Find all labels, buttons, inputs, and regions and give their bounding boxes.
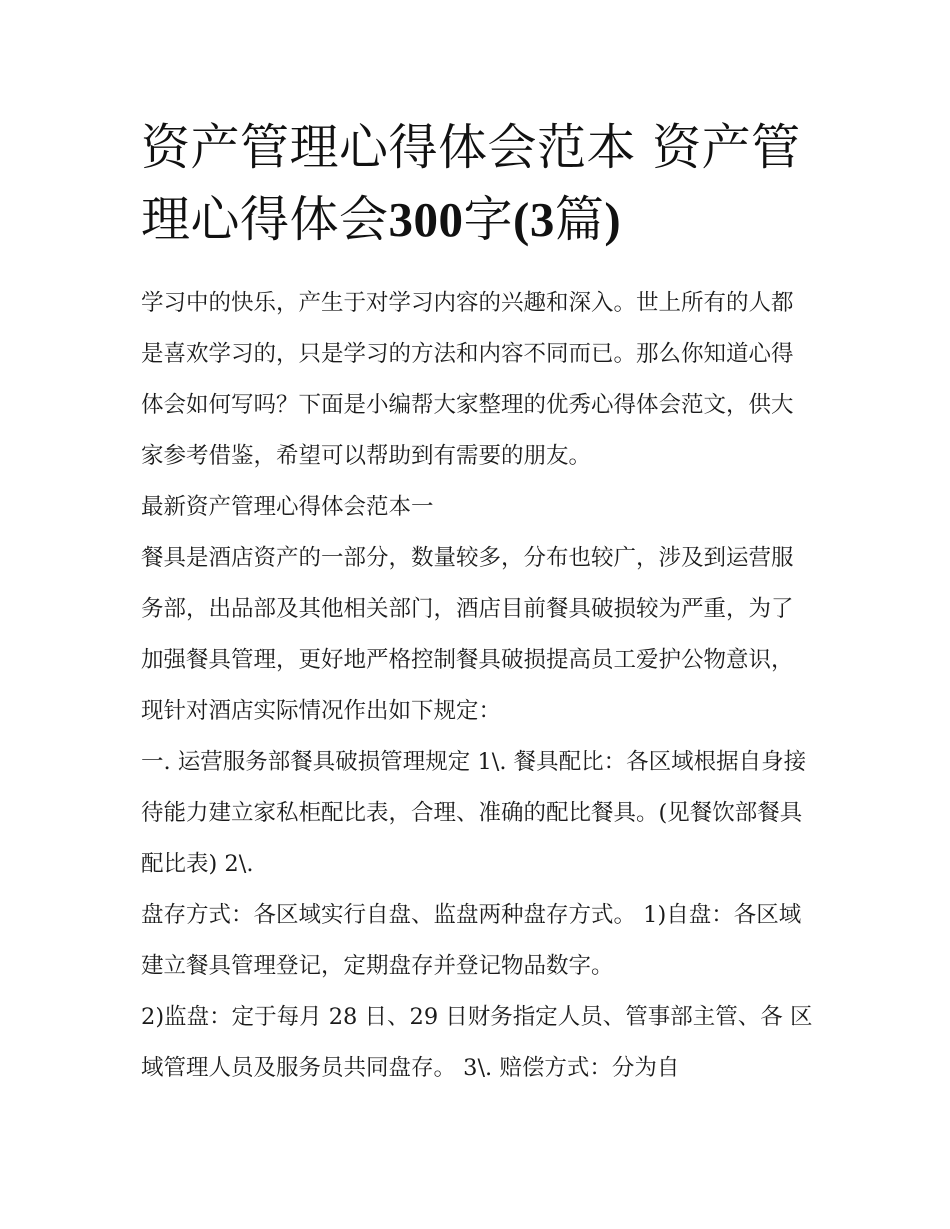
document-body — [141, 112, 813, 1094]
title-number-3: (3 — [513, 192, 555, 247]
title-number-300: 300 — [388, 192, 464, 247]
document-title — [141, 112, 813, 256]
title-text-3: 篇 — [554, 191, 605, 248]
title-close-paren: ) — [604, 192, 622, 247]
intro-paragraph: 学习中的快乐，产生于对学习内容的兴趣和深入。世上所有的人都是喜欢学习的，只是学习的方法和内容不同而已。那么你知道心得体会如何写吗？下面是小编帮大家整理的优秀心得体会范文，供大家参考借鉴，希望可以帮助到有需要的朋友。 — [141, 290, 794, 469]
title-text-1: 资产管理心得体会范本 资产管理心得体会 — [141, 119, 801, 248]
section-heading: 最新资产管理心得体会范本一 — [141, 494, 434, 520]
body-paragraph-inventory: 盘存方式：各区域实行自盘、监盘两种盘存方式。 1)自盘：各区域建立餐具管理登记，定期盘存并登记物品数字。 — [141, 902, 802, 979]
body-paragraph-tableware: 餐具是酒店资产的一部分，数量较多，分布也较广，涉及到运营服务部，出品部及其他相关部门，酒店目前餐具破损较为严重，为了加强餐具管理，更好地严格控制餐具破损提高员工爱护公物意识，现针对酒店实际情况作出如下规定： — [141, 545, 794, 724]
body-paragraph-supervision: 2)监盘：定于每月 28 日、29 日财务指定人员、管事部主管、各 区域管理人员及服务员共同盘存。 3\. 赔偿方式：分为自 — [141, 1004, 813, 1081]
body-paragraph-rules: 一. 运营服务部餐具破损管理规定 1\. 餐具配比：各区域根据自身接待能力建立家私柜配比表，合理、准确的配比餐具。(见餐饮部餐具配比表) 2\. — [141, 749, 807, 877]
title-text-2: 字 — [463, 191, 514, 248]
